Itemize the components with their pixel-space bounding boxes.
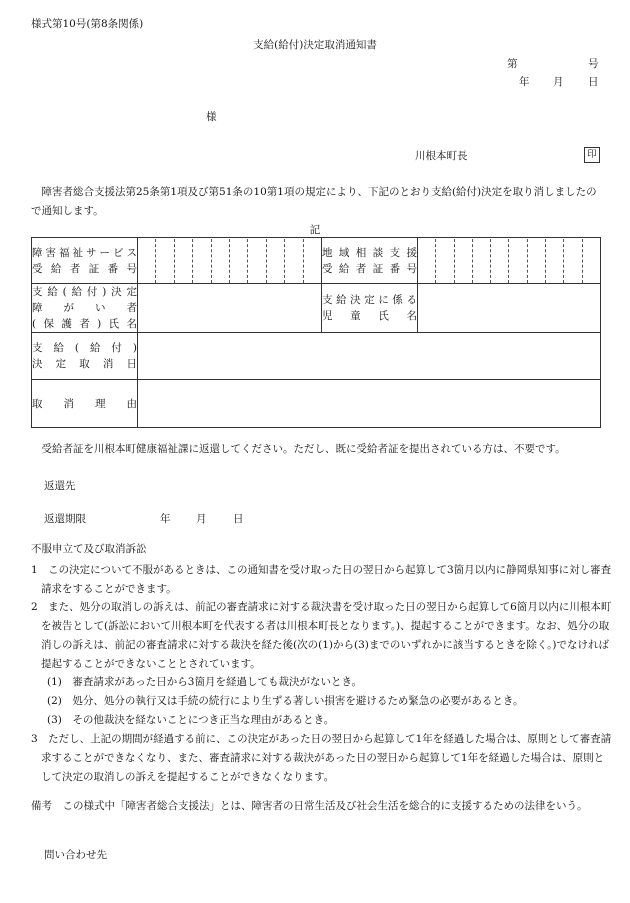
child-name-value[interactable] (418, 284, 601, 333)
service-cert-number-cells[interactable] (138, 238, 322, 284)
cancel-date-label: 支給(給付) 決定取消日 (32, 333, 138, 380)
appeal-subitem-2: (2) 処分、処分の執行又は手続の続行により生ずる著しい損害を避けるため緊急の必要があるとき。 (47, 695, 524, 707)
appeal-subitem-1: (1) 審査請求があった日から3箇月を経過しても裁決がないとき。 (47, 676, 363, 688)
doc-number-prefix: 第 (507, 58, 518, 70)
table-row (32, 238, 601, 284)
issuer-name: 川根本町長 (415, 150, 468, 162)
contact-label: 問い合わせ先 (44, 849, 107, 861)
return-deadline-month: 月 (196, 513, 207, 525)
remark-note: 備考 この様式中「障害者総合支援法」とは、障害者の日常生活及び社会生活を総合的に支援するための法律をいう。 (31, 800, 588, 812)
issue-date-day: 日 (588, 76, 599, 88)
consult-cert-label: 地域相談支援 受給者証番号 (322, 238, 418, 284)
document-title: 支給(給付)決定取消通知書 (253, 39, 377, 51)
appeal-item-2: 2 また、処分の取消しの訴えは、前記の審査請求に対する裁決書を受け取った日の翌日から起算して6箇月以内に川根本町を被告として(訴訟において川根本町を代表する者は川根本町長となります。)、提起することができます。なお、処分の取消しの訴えは、前記の審査請求に対する裁決を経た後(次の(1)から(3)までのいずれかに該当するときを除く。)でなければ提起することができないこととされています。 (31, 601, 612, 670)
return-destination-label: 返還先 (44, 480, 76, 492)
table-row (32, 333, 601, 380)
reason-value[interactable] (138, 380, 601, 428)
appeal-item-1: 1 この決定について不服があるときは、この通知書を受け取った日の翌日から起算して3箇月以内に静岡県知事に対し審査請求をすることができます。 (31, 564, 612, 595)
table-row (32, 284, 601, 333)
recipient-honorific: 様 (206, 111, 217, 123)
guardian-name-value[interactable] (138, 284, 322, 333)
service-cert-label: 障害福祉サービス 受給者証番号 (32, 238, 138, 284)
return-deadline-day: 日 (233, 513, 244, 525)
appeal-heading: 不服申立て及び取消訴訟 (31, 543, 147, 555)
cancel-date-value[interactable] (138, 333, 601, 380)
doc-number-suffix: 号 (588, 58, 599, 70)
issue-date-year: 年 (519, 76, 530, 88)
reason-label: 取消理由 (32, 380, 138, 428)
form-number: 様式第10号(第8条関係) (31, 18, 144, 30)
guardian-name-label: 支給(給付)決定 障がい者 (保護者)氏名 (32, 284, 138, 333)
return-deadline-label: 返還期限 (44, 513, 86, 525)
notice-paragraph: 障害者総合支援法第25条第1項及び第51条の10第1項の規定により、下記のとおり支給(給付)決定を取り消しましたので通知します。 (31, 186, 597, 217)
child-name-label: 支給決定に係る 児童氏名 (322, 284, 418, 333)
table-row (32, 380, 601, 428)
ki-heading: 記 (309, 224, 321, 236)
appeal-subitem-3: (3) その他裁決を経ないことにつき正当な理由があるとき。 (47, 714, 335, 726)
issue-date-month: 月 (553, 76, 564, 88)
seal-box: 印 (584, 147, 600, 163)
decision-table (31, 237, 601, 428)
return-paragraph: 受給者証を川根本町健康福祉課に返還してください。ただし、既に受給者証を提出されている方は、不要です。 (41, 443, 566, 455)
return-deadline-year: 年 (160, 513, 171, 525)
appeal-item-3: 3 ただし、上記の期間が経過する前に、この決定があった日の翌日から起算して1年を経過した場合は、原則として審査請求することができなくなり、また、審査請求に対する裁決があった日の翌日から起算して1年を経過した場合は、原則として決定の取消しの訴えを提起することができなくなります。 (31, 733, 612, 783)
consult-cert-number-cells[interactable] (418, 238, 601, 284)
